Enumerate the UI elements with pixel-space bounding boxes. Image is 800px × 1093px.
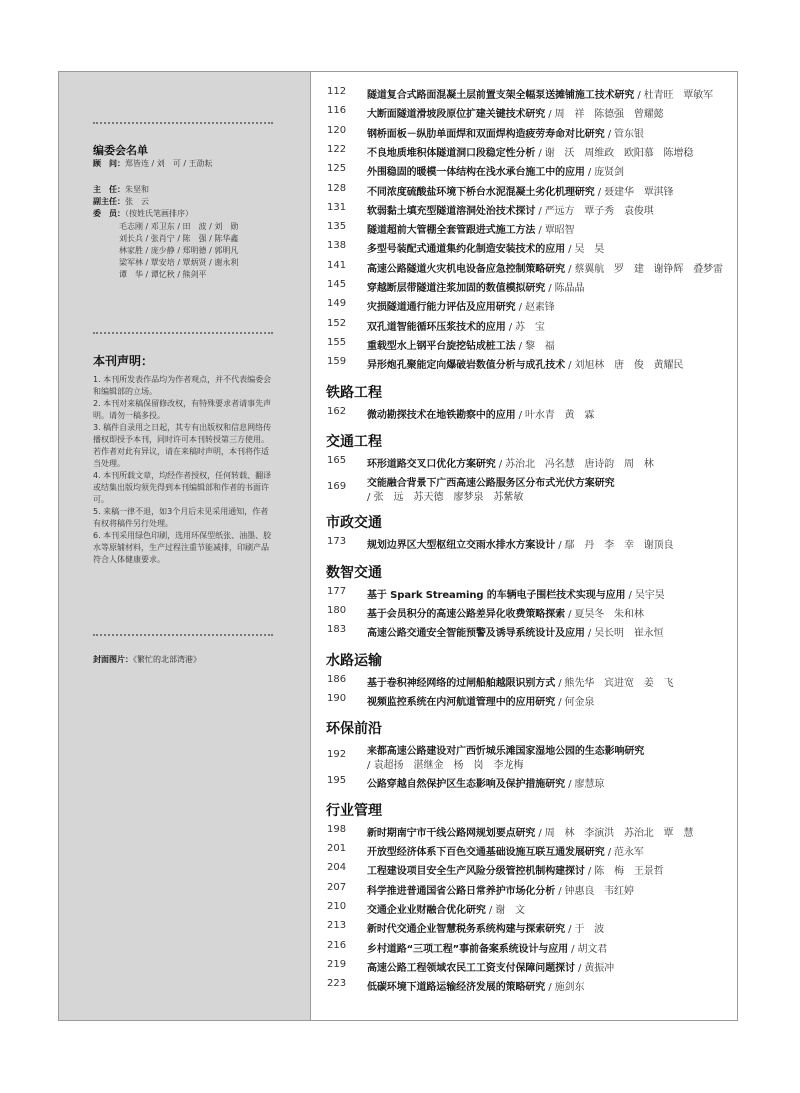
- article-authors: 黄振冲: [584, 962, 615, 974]
- cover-value: 《繁忙的北部湾港》: [133, 655, 201, 664]
- member-line: 毛志刚 / 邓卫东 / 田 波 / 刘 勋: [119, 222, 239, 231]
- article-title: 工程建设项目安全生产风险分级管控机制构建探讨 / 陈 梅 王景哲: [367, 866, 664, 878]
- article-title: 来都高速公路建设对广西忻城乐滩国家湿地公园的生态影响研究: [367, 746, 645, 758]
- article-title: 钢桥面板－纵肋单面焊和双面焊构造疲劳寿命对比研究 / 管东银: [367, 128, 644, 140]
- article-title: 不同浓度硫酸盐环境下桥台水泥混凝土劣化机理研究 / 聂建华 覃淇锋: [367, 186, 674, 198]
- article-authors: 袁超扬 湛继金 杨 岗 李龙梅: [373, 760, 524, 772]
- article-authors: 胡文君: [577, 943, 608, 955]
- author-separator: /: [574, 962, 585, 974]
- page-number: 204: [327, 862, 347, 874]
- members-label: 委 员：: [93, 209, 125, 218]
- article-title: 隧道超前大管棚全套管跟进式施工方法 / 覃昭智: [367, 225, 575, 237]
- article-title: 低碳环境下道路运输经济发展的策略研究 / 施剑东: [367, 982, 585, 994]
- author-separator: /: [555, 696, 565, 708]
- member-line: 梁军林 / 覃安培 / 覃炳贤 / 谢永利: [119, 258, 239, 267]
- page-number: 169: [327, 481, 347, 493]
- director-row: [93, 184, 149, 195]
- cover-caption: [93, 654, 201, 665]
- page-number: 186: [327, 673, 347, 685]
- article-authors: 严远方 覃子秀 袁俊琪: [544, 205, 654, 217]
- author-separator: /: [535, 147, 545, 159]
- vice-director-row: [93, 196, 149, 207]
- article-title: 交通企业业财融合优化研究 / 谢 文: [367, 905, 525, 916]
- director-value: 朱坚和: [125, 185, 149, 194]
- author-separator: /: [545, 982, 555, 994]
- page-number: 223: [327, 978, 347, 990]
- author-separator: /: [604, 847, 615, 859]
- section-heading: 铁路工程: [326, 384, 382, 401]
- page-number: 138: [327, 240, 347, 252]
- author-separator: /: [495, 458, 506, 470]
- statement-item: 6. 本刊采用绿色印刷，选用环保型纸张、油墨、胶水等原辅材料，生产过程注重节能减排，印刷产品符合人体健康要求。: [93, 531, 272, 564]
- author-line: [367, 756, 524, 771]
- article-title: 交能融合背景下广西高速公路服务区分布式光伏方案研究: [367, 478, 615, 490]
- sidebar: [59, 72, 311, 1020]
- article-title: 环形道路交叉口优化方案研究 / 苏治北 冯名慧 唐诗韵 周 林: [367, 458, 654, 470]
- statement-item: 1. 本刊所发表作品均为作者观点，并不代表编委会和编辑部的立场。: [93, 375, 272, 396]
- section-heading: 数智交通: [326, 564, 382, 581]
- article-authors: 蔡翼航 罗 建 谢铮辉 叠梦雷: [574, 263, 723, 275]
- author-separator: /: [625, 589, 635, 601]
- article-title: 重载型水上钢平台旋挖钻成桩工法 / 黎 福: [367, 340, 555, 352]
- article-title: 科学推进普通国省公路日常养护市场化分析 / 钟惠良 韦红婷: [367, 885, 634, 897]
- page-number: 159: [327, 356, 347, 368]
- article-title: 乡村道路“三项工程”事前备案系统设计与应用 / 胡文君: [367, 943, 608, 955]
- author-separator: /: [634, 90, 644, 101]
- page-number: 195: [327, 774, 347, 786]
- section-heading: 环保前沿: [326, 721, 382, 738]
- page-number: 216: [327, 939, 347, 951]
- article-title: 双孔道智能循环压浆技术的应用 / 苏 宝: [367, 321, 545, 333]
- page-number: 131: [327, 201, 347, 213]
- article-authors: 张 远 苏天德 廖梦泉 苏紫敏: [373, 492, 524, 504]
- article-authors: 吴 昊: [574, 244, 605, 256]
- article-authors: 于 波: [574, 924, 605, 936]
- author-separator: /: [545, 109, 555, 121]
- article-title: 规划边界区大型枢纽立交雨水排水方案设计 / 鄢 丹 李 幸 谢顶良: [367, 540, 674, 552]
- author-separator: /: [555, 677, 565, 689]
- page-number: 177: [327, 585, 347, 597]
- members-list: [93, 221, 293, 281]
- page-number: 125: [327, 163, 347, 175]
- statement-item: 5. 来稿一律不退，如3个月后未见采用通知，作者有权将稿件另行处理。: [93, 507, 269, 528]
- page-number: 116: [327, 105, 347, 117]
- author-separator: /: [565, 360, 575, 372]
- statement-list: [93, 374, 275, 566]
- article-title: 基于卷积神经网络的过闸船舶越限识别方式 / 熊先华 宾进宽 姜 飞: [367, 677, 674, 689]
- dotted-divider: [93, 122, 273, 124]
- page-number: 183: [327, 624, 347, 636]
- author-separator: /: [485, 905, 496, 916]
- author-separator: /: [584, 866, 595, 878]
- author-line: [367, 488, 524, 503]
- page-number: 120: [327, 124, 347, 136]
- article-authors: 庞贤剑: [594, 167, 624, 179]
- advisors-label: 顾 问：: [93, 159, 125, 168]
- article-title: 多型号装配式通道集约化制造安装技术的应用 / 吴 昊: [367, 244, 605, 256]
- statement-item: 2. 本刊对来稿保留修改权，有特殊要求者请事先声明。请勿一稿多投。: [93, 399, 272, 420]
- page-number: 190: [327, 692, 347, 704]
- members-row: [93, 208, 193, 219]
- article-authors: 鄢 丹 李 幸 谢顶良: [564, 540, 674, 552]
- author-separator: /: [367, 760, 374, 772]
- article-authors: 聂建华 覃淇锋: [604, 186, 674, 198]
- article-title: 外围稳固的暖模一体结构在浅水承台施工中的应用 / 庞贤剑: [367, 167, 624, 179]
- author-separator: /: [565, 263, 575, 275]
- vice-director-value: 张 云: [125, 197, 149, 206]
- article-authors: 钟惠良 韦红婷: [564, 885, 634, 897]
- article-authors: 管东银: [614, 128, 644, 140]
- page-number: 201: [327, 843, 347, 855]
- author-separator: /: [584, 167, 595, 179]
- page-number: 122: [327, 143, 347, 155]
- vice-director-label: 副主任：: [93, 197, 125, 206]
- article-authors: 何金泉: [564, 696, 595, 708]
- advisors-row: [93, 158, 213, 169]
- member-line: 谭 华 / 谭忆秋 / 熊剑平: [119, 270, 207, 279]
- author-separator: /: [565, 609, 575, 620]
- statement-item: 3. 稿件自录用之日起，其专有出版权和信息网络传播权即授予本刊，同时许可本刊转授第三方使用。若作者对此有异议，请在来稿时声明，本刊将作适当处理。: [93, 423, 272, 468]
- article-title: 高速公路交通安全智能预警及诱导系统设计及应用 / 吴长明 崔永恒: [367, 628, 664, 640]
- section-heading: 交通工程: [326, 433, 382, 450]
- author-separator: /: [535, 827, 545, 839]
- page-number: 128: [327, 182, 347, 194]
- article-authors: 夏昊冬 朱和林: [574, 609, 644, 620]
- page-number: 112: [327, 86, 347, 97]
- article-authors: 陈 梅 王景哲: [594, 866, 664, 878]
- author-separator: /: [545, 283, 555, 294]
- page-number: 135: [327, 221, 347, 233]
- member-line: 刘长兵 / 张肖宁 / 陈 强 / 陈华鑫: [119, 234, 239, 243]
- page-number: 165: [327, 454, 347, 466]
- article-title: 高速公路隧道火灾机电设备应急控制策略研究 / 蔡翼航 罗 建 谢铮辉 叠梦雷: [367, 263, 723, 275]
- page-number: 162: [327, 405, 347, 417]
- article-authors: 周 林 李演洪 苏治北 覃 慧: [544, 827, 694, 839]
- article-authors: 苏治北 冯名慧 唐诗韵 周 林: [505, 458, 654, 470]
- article-title: 基于会员积分的高速公路差异化收费策略探索 / 夏昊冬 朱和林: [367, 609, 644, 620]
- author-separator: /: [584, 628, 595, 640]
- article-title: 软弱黏土填充型隧道溶洞处治技术探讨 / 严远方 覃子秀 袁俊琪: [367, 205, 654, 217]
- article-title: 开放型经济体系下百色交通基础设施互联互通发展研究 / 范永军: [367, 847, 644, 859]
- statement-item: 4. 本刊所载文章，均经作者授权，任何转载、翻译或结集出版均须先得到本刊编辑部和作者的书面许可。: [93, 471, 272, 504]
- article-authors: 杜青旺 覃敏军: [643, 90, 714, 101]
- page-number: 155: [327, 336, 347, 348]
- author-separator: /: [515, 409, 525, 421]
- article-title: 公路穿越自然保护区生态影响及保护措施研究 / 廖慧琼: [367, 778, 605, 790]
- article-title: 新时代交通企业智慧税务系统构建与探索研究 / 于 波: [367, 924, 605, 936]
- article-authors: 刘旭林 唐 俊 黄耀民: [574, 360, 684, 372]
- page-number: 207: [327, 881, 347, 893]
- article-authors: 赵素锋: [524, 302, 555, 314]
- article-authors: 范永军: [614, 847, 644, 859]
- statement-title: 本刊声明：: [93, 354, 154, 368]
- article-title: 大断面隧道滑坡段原位扩建关键技术研究 / 周 祥 陈德强 曾耀懿: [367, 109, 664, 121]
- section-heading: 市政交通: [326, 515, 382, 532]
- article-title: 穿越断层带隧道注浆加固的数值模拟研究 / 陈晶晶: [367, 283, 585, 294]
- article-title: 异形炮孔聚能定向爆破岩数值分析与成孔技术 / 刘旭林 唐 俊 黄耀民: [367, 360, 684, 372]
- author-separator: /: [505, 321, 516, 333]
- author-separator: /: [535, 225, 545, 237]
- author-separator: /: [565, 244, 575, 256]
- page-number: 180: [327, 605, 347, 616]
- page-number: 210: [327, 901, 347, 912]
- article-authors: 叶水青 黄 霖: [524, 409, 595, 421]
- editorial-title: 编委会名单: [93, 144, 148, 157]
- article-authors: 覃昭智: [544, 225, 575, 237]
- director-label: 主 任：: [93, 185, 125, 194]
- article-authors: 吴长明 崔永恒: [594, 628, 664, 640]
- author-separator: /: [515, 340, 525, 352]
- page-number: 198: [327, 823, 347, 835]
- article-title: 新时期南宁市干线公路网规划要点研究 / 周 林 李演洪 苏治北 覃 慧: [367, 827, 694, 839]
- author-separator: /: [565, 924, 575, 936]
- article-authors: 苏 宝: [515, 321, 545, 333]
- page-number: 173: [327, 536, 347, 548]
- dotted-divider: [93, 332, 273, 334]
- article-authors: 熊先华 宾进宽 姜 飞: [564, 677, 674, 689]
- article-authors: 施剑东: [554, 982, 585, 994]
- author-separator: /: [535, 205, 545, 217]
- table-of-contents: [311, 72, 737, 1020]
- article-authors: 谢 文: [495, 905, 525, 916]
- page-number: 149: [327, 298, 347, 310]
- section-heading: 行业管理: [326, 802, 382, 819]
- author-separator: /: [555, 885, 565, 897]
- author-separator: /: [565, 778, 575, 790]
- advisors-value: 郑皆连 / 刘 可 / 王劭耘: [125, 159, 213, 168]
- author-separator: /: [604, 128, 615, 140]
- cover-label: 封面图片：: [93, 655, 133, 664]
- article-authors: 谢 沃 周维政 欧阳慕 陈增稳: [544, 147, 694, 159]
- article-title: 视频监控系统在内河航道管理中的应用研究 / 何金泉: [367, 696, 595, 708]
- page-frame: [58, 71, 738, 1021]
- article-authors: 黎 福: [524, 340, 555, 352]
- article-title: 不良地质堆积体隧道洞口段稳定性分析 / 谢 沃 周维政 欧阳慕 陈增稳: [367, 147, 694, 159]
- article-title: 隧道复合式路面混凝土层前置支架全幅泵送摊铺施工技术研究 / 杜青旺 覃敏军: [367, 90, 714, 101]
- page-number: 219: [327, 958, 347, 970]
- article-title: 基于 Spark Streaming 的车辆电子围栏技术实现与应用 / 吴宇昊: [367, 589, 665, 601]
- page-number: 141: [327, 259, 347, 271]
- author-separator: /: [594, 186, 605, 198]
- author-separator: /: [555, 540, 565, 552]
- article-title: 灾损隧道通行能力评估及应用研究 / 赵素锋: [367, 302, 555, 314]
- member-line: 林家胜 / 庞少静 / 郑明德 / 郭明凡: [119, 246, 239, 255]
- page-number: 192: [327, 749, 347, 761]
- article-authors: 吴宇昊: [634, 589, 665, 601]
- section-heading: 水路运输: [326, 652, 382, 669]
- article-authors: 廖慧琼: [574, 778, 605, 790]
- article-title: 微动勘探技术在地铁勘察中的应用 / 叶水青 黄 霖: [367, 409, 595, 421]
- article-authors: 周 祥 陈德强 曾耀懿: [554, 109, 664, 121]
- members-note: （按姓氏笔画排序）: [125, 209, 193, 218]
- page-number: 213: [327, 920, 347, 932]
- article-title: 高速公路工程领域农民工工资支付保障问题探讨 / 黄振冲: [367, 962, 615, 974]
- author-separator: /: [568, 943, 578, 955]
- page-number: 152: [327, 317, 347, 329]
- article-authors: 陈晶晶: [554, 283, 585, 294]
- author-separator: /: [515, 302, 525, 314]
- author-separator: /: [367, 492, 374, 504]
- page-number: 145: [327, 279, 347, 290]
- dotted-divider: [93, 634, 273, 636]
